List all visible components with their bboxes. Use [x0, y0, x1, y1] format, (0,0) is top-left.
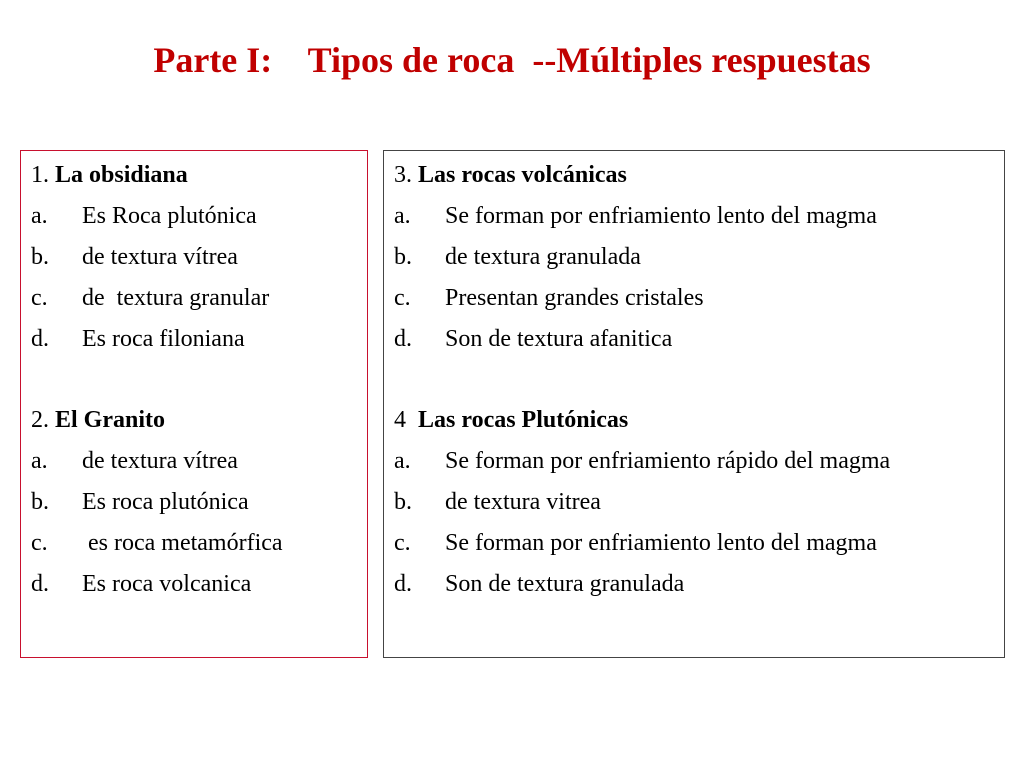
- option-a: [394, 196, 998, 237]
- option-c: [31, 523, 361, 564]
- option-text: de textura granular: [82, 285, 270, 311]
- option-text: Son de textura afanitica: [445, 326, 673, 352]
- option-letter: d.: [394, 326, 412, 352]
- option-a: [31, 441, 361, 482]
- question-number: 3.: [394, 162, 412, 188]
- option-c: [394, 278, 998, 319]
- question-3: [394, 155, 998, 360]
- option-a: [31, 196, 361, 237]
- option-letter: a.: [31, 448, 48, 474]
- option-letter: b.: [394, 489, 412, 515]
- option-text: Es roca volcanica: [82, 571, 252, 597]
- right-question-box: [383, 150, 1005, 658]
- option-letter: c.: [394, 285, 411, 311]
- option-letter: a.: [394, 203, 411, 229]
- question-4: [394, 400, 998, 605]
- question-1-header: [31, 155, 361, 196]
- question-text: Las rocas volcánicas: [418, 162, 627, 188]
- option-b: [31, 482, 361, 523]
- option-text: es roca metamórfica: [82, 530, 283, 556]
- left-question-box: [20, 150, 368, 658]
- option-c: [394, 523, 998, 564]
- option-a: [394, 441, 998, 482]
- option-text: Es Roca plutónica: [82, 203, 257, 229]
- option-letter: b.: [31, 489, 49, 515]
- question-text: El Granito: [55, 407, 166, 433]
- option-b: [394, 482, 998, 523]
- option-d: [31, 564, 361, 605]
- question-number: 2.: [31, 407, 49, 433]
- option-text: Se forman por enfriamiento rápido del magma: [445, 448, 891, 474]
- option-letter: b.: [31, 244, 49, 270]
- option-letter: c.: [31, 530, 48, 556]
- option-text: Son de textura granulada: [445, 571, 685, 597]
- option-text: Presentan grandes cristales: [445, 285, 704, 311]
- option-letter: d.: [394, 571, 412, 597]
- option-d: [394, 564, 998, 605]
- option-letter: a.: [394, 448, 411, 474]
- option-text: de textura vítrea: [82, 244, 238, 270]
- question-1: [31, 155, 361, 360]
- page-title: Parte I: Tipos de roca --Múltiples respuestas: [153, 40, 871, 80]
- option-letter: c.: [394, 530, 411, 556]
- option-d: [394, 319, 998, 360]
- option-text: Se forman por enfriamiento lento del magma: [445, 203, 877, 229]
- option-text: Se forman por enfriamiento lento del magma: [445, 530, 877, 556]
- question-text: Las rocas Plutónicas: [412, 407, 629, 433]
- option-d: [31, 319, 361, 360]
- option-text: de textura vítrea: [82, 448, 238, 474]
- option-text: Es roca filoniana: [82, 326, 245, 352]
- question-3-header: [394, 155, 998, 196]
- option-b: [31, 237, 361, 278]
- question-number: 4: [394, 407, 406, 433]
- question-number: 1.: [31, 162, 49, 188]
- option-text: de textura granulada: [445, 244, 641, 270]
- question-text: La obsidiana: [55, 162, 188, 188]
- option-letter: c.: [31, 285, 48, 311]
- question-4-header: [394, 400, 998, 441]
- option-letter: d.: [31, 571, 49, 597]
- option-b: [394, 237, 998, 278]
- option-letter: a.: [31, 203, 48, 229]
- option-text: de textura vitrea: [445, 489, 601, 515]
- option-letter: b.: [394, 244, 412, 270]
- option-c: [31, 278, 361, 319]
- question-2: [31, 400, 361, 605]
- option-text: Es roca plutónica: [82, 489, 249, 515]
- option-letter: d.: [31, 326, 49, 352]
- question-2-header: [31, 400, 361, 441]
